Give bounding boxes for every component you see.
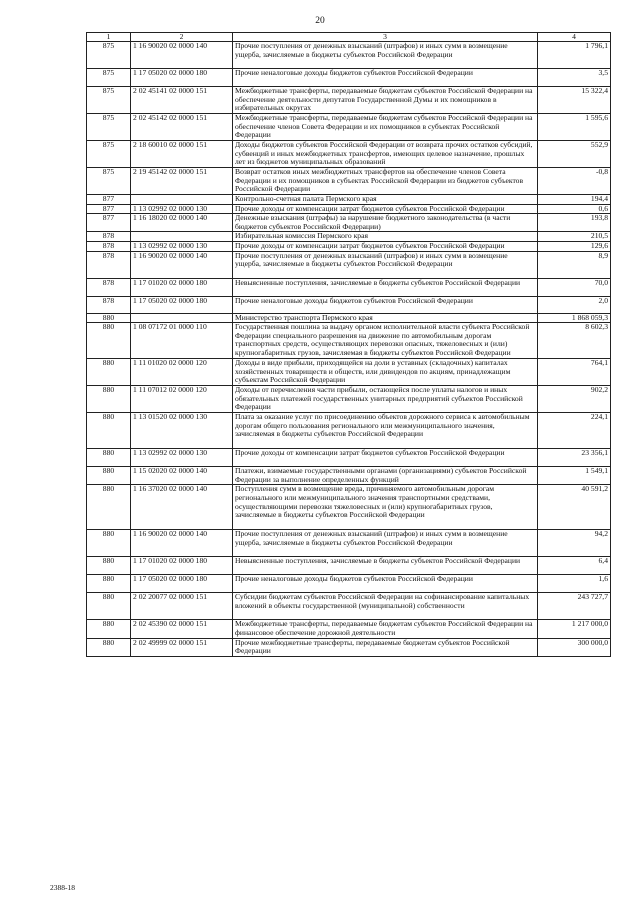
revenue-name-cell: Доходы в виде прибыли, приходящейся на доли в уставных (складочных) капиталах хозяйственных товариществ и обществ, или дивидендов по акциям, принадлежащим субъектам Российской Федерации (233, 359, 538, 386)
admin-code-cell: 877 (87, 204, 131, 214)
table-body (87, 42, 611, 657)
revenue-code-cell: 1 08 07172 01 0000 110 (131, 323, 233, 359)
revenue-name-cell: Избирательная комиссия Пермского края (233, 232, 538, 242)
revenue-name-cell: Прочие доходы от компенсации затрат бюджетов субъектов Российской Федерации (233, 241, 538, 251)
revenue-code-cell: 1 17 05020 02 0000 180 (131, 296, 233, 313)
table-row (87, 114, 611, 141)
amount-cell: 210,5 (538, 232, 611, 242)
revenue-name-cell: Контрольно-счетная палата Пермского края (233, 195, 538, 205)
amount-cell: 15 322,4 (538, 87, 611, 114)
table-row (87, 214, 611, 232)
table-row (87, 557, 611, 575)
admin-code-cell: 878 (87, 251, 131, 278)
amount-cell: 40 591,2 (538, 485, 611, 530)
table-row (87, 87, 611, 114)
table-row (87, 575, 611, 593)
amount-cell: 8,9 (538, 251, 611, 278)
revenue-code-cell: 1 16 37020 02 0000 140 (131, 485, 233, 530)
revenue-code-cell: 1 11 01020 02 0000 120 (131, 359, 233, 386)
revenue-code-cell: 2 02 45390 02 0000 151 (131, 620, 233, 638)
table-row (87, 204, 611, 214)
amount-cell: 552,9 (538, 141, 611, 168)
revenue-code-cell: 1 16 90020 02 0000 140 (131, 42, 233, 69)
revenue-code-cell: 1 13 01520 02 0000 130 (131, 413, 233, 449)
admin-code-cell: 880 (87, 557, 131, 575)
revenue-name-cell: Прочие поступления от денежных взысканий (штрафов) и иных сумм в возмещение ущерба, зачисляемые в бюджеты субъектов Российской Федерации (233, 42, 538, 69)
amount-cell: 2,0 (538, 296, 611, 313)
amount-cell: 1 217 000,0 (538, 620, 611, 638)
admin-code-cell: 880 (87, 323, 131, 359)
table-row (87, 323, 611, 359)
admin-code-cell: 877 (87, 214, 131, 232)
admin-code-cell: 880 (87, 467, 131, 485)
revenue-name-cell: Государственная пошлина за выдачу органом исполнительной власти субъекта Российской Федерации специального разрешения на движение по автомобильным дорогам транспортных средств, осуществляющих перевозки опасных, тяжеловесных и (или) крупногабаритных грузов, зачисляемая в бюджеты субъектов Российской Федерации (233, 323, 538, 359)
admin-code-cell: 880 (87, 313, 131, 323)
admin-code-cell: 875 (87, 141, 131, 168)
header-col-3: 3 (233, 33, 538, 42)
table-row (87, 232, 611, 242)
table-row (87, 278, 611, 296)
amount-cell: 902,2 (538, 386, 611, 413)
revenue-code-cell: 2 18 60010 02 0000 151 (131, 141, 233, 168)
admin-code-cell: 875 (87, 87, 131, 114)
budget-table (86, 32, 611, 657)
table-row (87, 386, 611, 413)
revenue-code-cell: 1 16 18020 02 0000 140 (131, 214, 233, 232)
revenue-code-cell: 1 13 02992 02 0000 130 (131, 204, 233, 214)
table-row (87, 195, 611, 205)
table-row (87, 69, 611, 87)
table-row (87, 530, 611, 557)
revenue-name-cell: Доходы от перечисления части прибыли, остающейся после уплаты налогов и иных обязательных платежей государственных унитарных предприятий субъектов Российской Федерации (233, 386, 538, 413)
admin-code-cell: 880 (87, 638, 131, 656)
revenue-name-cell: Прочие доходы от компенсации затрат бюджетов субъектов Российской Федерации (233, 449, 538, 467)
admin-code-cell: 880 (87, 359, 131, 386)
revenue-code-cell: 2 19 45142 02 0000 151 (131, 168, 233, 195)
admin-code-cell: 878 (87, 241, 131, 251)
revenue-code-cell: 1 16 90020 02 0000 140 (131, 251, 233, 278)
amount-cell: 1 796,1 (538, 42, 611, 69)
admin-code-cell: 880 (87, 386, 131, 413)
table-row (87, 296, 611, 313)
admin-code-cell: 875 (87, 42, 131, 69)
admin-code-cell: 880 (87, 575, 131, 593)
revenue-name-cell: Прочие неналоговые доходы бюджетов субъектов Российской Федерации (233, 575, 538, 593)
revenue-name-cell: Возврат остатков иных межбюджетных трансфертов на обеспечение членов Совета Федерации и их помощников в субъектах Российской Федерации из бюджетов субъектов Российской Федерации (233, 168, 538, 195)
revenue-name-cell: Денежные взыскания (штрафы) за нарушение бюджетного законодательства (в части бюджетов субъектов Российской Федерации) (233, 214, 538, 232)
amount-cell: 1,6 (538, 575, 611, 593)
revenue-name-cell: Невыясненные поступления, зачисляемые в бюджеты субъектов Российской Федерации (233, 557, 538, 575)
admin-code-cell: 880 (87, 449, 131, 467)
table-row (87, 359, 611, 386)
amount-cell: 1 595,6 (538, 114, 611, 141)
admin-code-cell: 880 (87, 530, 131, 557)
amount-cell: 224,1 (538, 413, 611, 449)
amount-cell: 1 868 059,3 (538, 313, 611, 323)
table-row (87, 638, 611, 656)
table-row (87, 42, 611, 69)
admin-code-cell: 875 (87, 114, 131, 141)
table-row (87, 620, 611, 638)
revenue-name-cell: Невыясненные поступления, зачисляемые в бюджеты субъектов Российской Федерации (233, 278, 538, 296)
revenue-code-cell (131, 313, 233, 323)
amount-cell: 194,4 (538, 195, 611, 205)
header-col-4: 4 (538, 33, 611, 42)
revenue-name-cell: Плата за оказание услуг по присоединению объектов дорожного сервиса к автомобильным дорогам общего пользования регионального или межмуниципального значения, зачисляемая в бюджеты субъектов Российской Федерации (233, 413, 538, 449)
header-col-2: 2 (131, 33, 233, 42)
admin-code-cell: 880 (87, 620, 131, 638)
footer-code: 2388-18 (50, 883, 75, 892)
revenue-name-cell: Прочие межбюджетные трансферты, передаваемые бюджетам субъектов Российской Федерации (233, 638, 538, 656)
revenue-name-cell: Прочие неналоговые доходы бюджетов субъектов Российской Федерации (233, 69, 538, 87)
revenue-name-cell: Межбюджетные трансферты, передаваемые бюджетам субъектов Российской Федерации на обеспечение членов Совета Федерации и их помощников в субъектах Российской Федерации (233, 114, 538, 141)
revenue-name-cell: Субсидии бюджетам субъектов Российской Федерации на софинансирование капитальных вложений в объекты государственной (муниципальной) собственности (233, 593, 538, 620)
revenue-code-cell: 2 02 20077 02 0000 151 (131, 593, 233, 620)
revenue-code-cell: 1 17 01020 02 0000 180 (131, 557, 233, 575)
table-row (87, 449, 611, 467)
amount-cell: 70,0 (538, 278, 611, 296)
revenue-code-cell: 1 11 07012 02 0000 120 (131, 386, 233, 413)
amount-cell: -0,8 (538, 168, 611, 195)
revenue-code-cell: 1 17 05020 02 0000 180 (131, 69, 233, 87)
admin-code-cell: 878 (87, 232, 131, 242)
amount-cell: 3,5 (538, 69, 611, 87)
admin-code-cell: 875 (87, 168, 131, 195)
amount-cell: 23 356,1 (538, 449, 611, 467)
admin-code-cell: 880 (87, 593, 131, 620)
revenue-name-cell: Межбюджетные трансферты, передаваемые бюджетам субъектов Российской Федерации на обеспечение деятельности депутатов Государственной Думы и их помощников в избирательных округах (233, 87, 538, 114)
admin-code-cell: 878 (87, 296, 131, 313)
admin-code-cell: 880 (87, 413, 131, 449)
amount-cell: 0,6 (538, 204, 611, 214)
revenue-code-cell: 1 13 02992 02 0000 130 (131, 241, 233, 251)
revenue-code-cell: 2 02 49999 02 0000 151 (131, 638, 233, 656)
revenue-code-cell (131, 232, 233, 242)
amount-cell: 1 549,1 (538, 467, 611, 485)
amount-cell: 193,8 (538, 214, 611, 232)
table-row (87, 251, 611, 278)
amount-cell: 243 727,7 (538, 593, 611, 620)
revenue-code-cell: 1 16 90020 02 0000 140 (131, 530, 233, 557)
revenue-name-cell: Прочие поступления от денежных взысканий (штрафов) и иных сумм в возмещение ущерба, зачисляемые в бюджеты субъектов Российской Федерации (233, 251, 538, 278)
amount-cell: 300 000,0 (538, 638, 611, 656)
amount-cell: 129,6 (538, 241, 611, 251)
revenue-name-cell: Прочие поступления от денежных взысканий (штрафов) и иных сумм в возмещение ущерба, зачисляемые в бюджеты субъектов Российской Федерации (233, 530, 538, 557)
revenue-name-cell: Поступления сумм в возмещение вреда, причиняемого автомобильным дорогам регионального или межмуниципального значения транспортными средствами, осуществляющими перевозки тяжеловесных и (или) крупногабаритных грузов, зачисляемые в бюджеты субъектов Российской Федерации (233, 485, 538, 530)
amount-cell: 6,4 (538, 557, 611, 575)
admin-code-cell: 877 (87, 195, 131, 205)
table-row (87, 593, 611, 620)
revenue-name-cell: Платежи, взимаемые государственными органами (организациями) субъектов Российской Федерации за выполнение определенных функций (233, 467, 538, 485)
page-number: 20 (315, 16, 325, 26)
table-row (87, 241, 611, 251)
admin-code-cell: 875 (87, 69, 131, 87)
revenue-code-cell: 1 13 02992 02 0000 130 (131, 449, 233, 467)
revenue-code-cell: 1 17 01020 02 0000 180 (131, 278, 233, 296)
table-row (87, 313, 611, 323)
revenue-code-cell: 1 15 02020 02 0000 140 (131, 467, 233, 485)
revenue-name-cell: Доходы бюджетов субъектов Российской Федерации от возврата прочих остатков субсидий, субвенций и иных межбюджетных трансфертов, имеющих целевое назначение, прошлых лет из бюджетов муниципальных образований (233, 141, 538, 168)
revenue-name-cell: Межбюджетные трансферты, передаваемые бюджетам субъектов Российской Федерации на финансовое обеспечение дорожной деятельности (233, 620, 538, 638)
table-row (87, 413, 611, 449)
table-row (87, 467, 611, 485)
admin-code-cell: 878 (87, 278, 131, 296)
revenue-code-cell: 2 02 45141 02 0000 151 (131, 87, 233, 114)
amount-cell: 8 602,3 (538, 323, 611, 359)
amount-cell: 764,1 (538, 359, 611, 386)
revenue-name-cell: Министерство транспорта Пермского края (233, 313, 538, 323)
revenue-code-cell: 2 02 45142 02 0000 151 (131, 114, 233, 141)
table-row (87, 485, 611, 530)
amount-cell: 94,2 (538, 530, 611, 557)
revenue-code-cell: 1 17 05020 02 0000 180 (131, 575, 233, 593)
header-col-1: 1 (87, 33, 131, 42)
table-row (87, 168, 611, 195)
revenue-name-cell: Прочие доходы от компенсации затрат бюджетов субъектов Российской Федерации (233, 204, 538, 214)
revenue-code-cell (131, 195, 233, 205)
admin-code-cell: 880 (87, 485, 131, 530)
table-row (87, 141, 611, 168)
revenue-name-cell: Прочие неналоговые доходы бюджетов субъектов Российской Федерации (233, 296, 538, 313)
header-row (87, 33, 611, 42)
